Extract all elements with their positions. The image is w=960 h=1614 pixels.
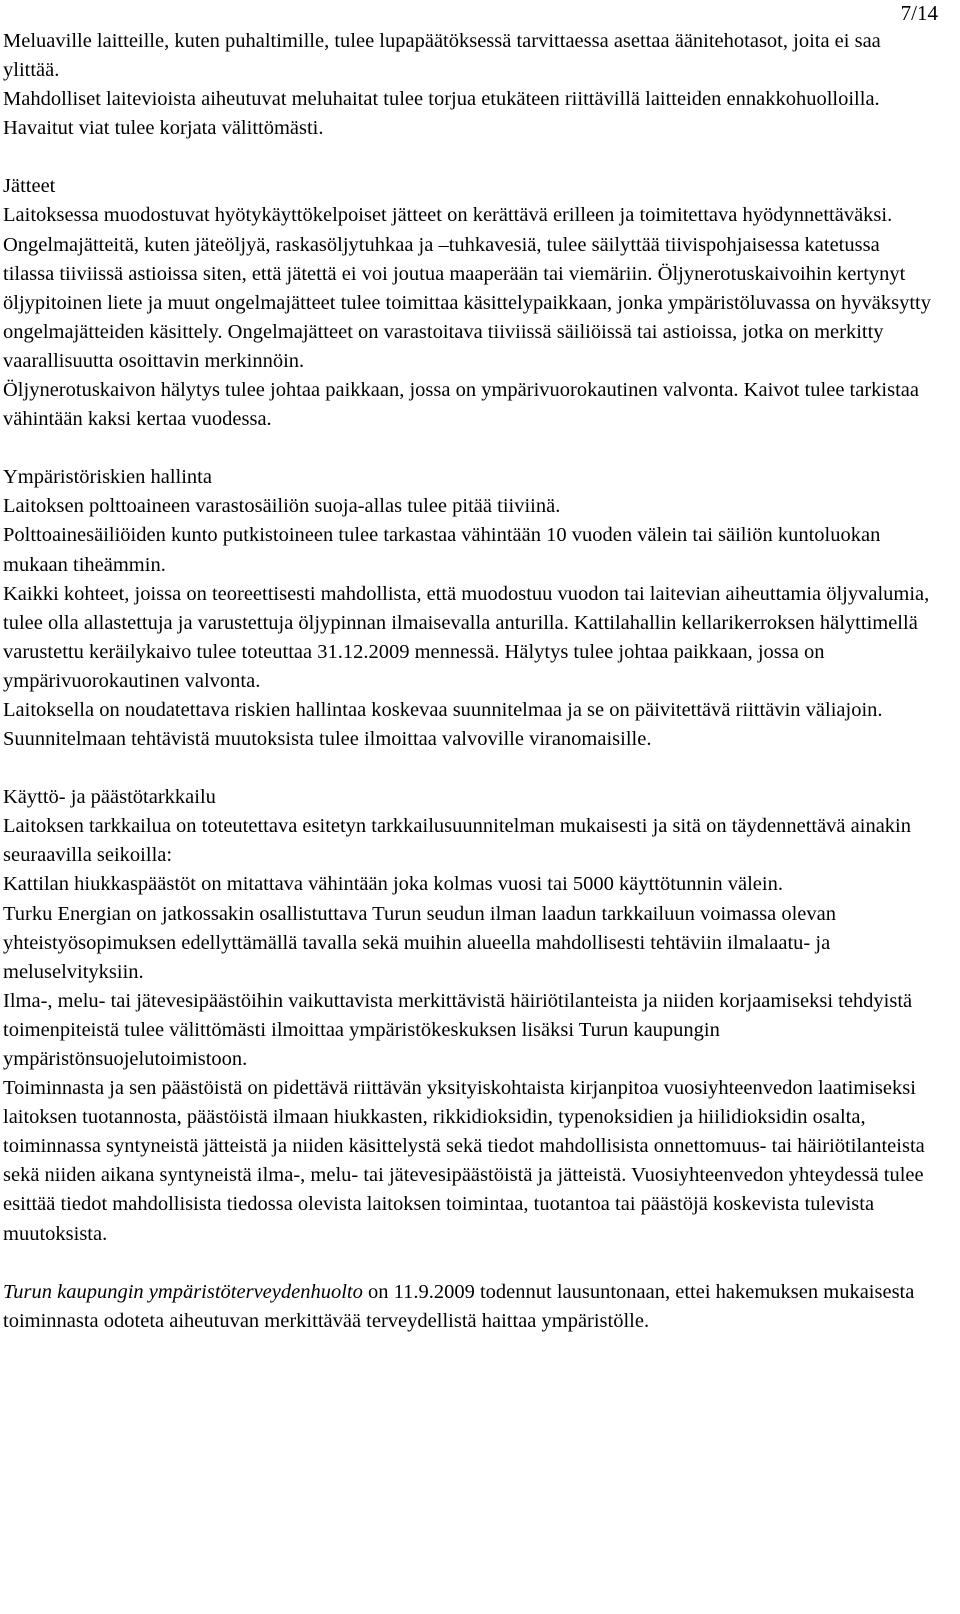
authority-name: Turun kaupungin ympäristöterveydenhuolto: [3, 1280, 363, 1303]
section-heading: Ympäristöriskien hallinta: [3, 466, 212, 489]
risk-management-section: [3, 463, 935, 754]
paragraph: Öljynerotuskaivon hälytys tulee johtaa paikkaan, jossa on ympärivuorokautinen valvonta. Kaivot tulee tarkistaa vähintään kaksi kertaa vuodessa.: [3, 379, 919, 431]
paragraph: Ilma-, melu- tai jätevesipäästöihin vaikuttavista merkittävistä häiriötilanteista ja niiden korjaamiseksi tehdyistä toimenpiteistä tulee välittömästi ilmoittaa ympäristökeskuksen lisäksi Turun kaupungin ympäristönsuojelutoimistoon.: [3, 989, 913, 1070]
paragraph: Mahdolliset laitevioista aiheutuvat meluhaitat tulee torjua etukäteen riittävillä laitteiden ennakkohuolloilla. Havaitut viat tulee korjata välittömästi.: [3, 88, 880, 140]
statement-text: on 11.9.2009 todennut lausuntonaan, ettei hakemuksen mukaisesta toiminnasta odoteta aiheutuvan merkittävää terveydellistä haittaa ympäristölle.: [3, 1280, 915, 1332]
page-number: 7/14: [900, 1, 938, 25]
document-body: [3, 27, 935, 1336]
paragraph: Laitoksessa muodostuvat hyötykäyttökelpoiset jätteet on kerättävä erilleen ja toimitettava hyödynnettäväksi.: [3, 204, 893, 227]
paragraph: Laitoksen tarkkailua on toteutettava esitetyn tarkkailusuunnitelman mukaisesti ja sitä on täydennettävä ainakin seuraavilla seikoilla:: [3, 815, 911, 867]
section-heading: Jätteet: [3, 175, 56, 198]
monitoring-section: [3, 783, 935, 1249]
paragraph: Kaikki kohteet, joissa on teoreettisesti mahdollista, että muodostuu vuodon tai laitevian aiheuttamia öljyvalumia, tulee olla allastettuja ja varustettuja öljypinnan ilmaisevalla anturilla. Kattilahallin kellarikerroksen hälyttimellä varustettu keräilykaivo tulee toteuttaa 31.12.2009 mennessä. Hälytys tulee johtaa paikkaan, jossa on ympärivuorokautinen valvonta.: [3, 582, 930, 692]
noise-section: [3, 27, 935, 143]
paragraph: Turku Energian on jatkossakin osallistuttava Turun seudun ilman laadun tarkkailuun voimassa olevan yhteistyösopimuksen edellyttämällä tavalla sekä muihin alueella mahdollisesti tehtäviin ilmalaatu- ja meluselvityksiin.: [3, 902, 837, 983]
paragraph: Ongelmajätteitä, kuten jäteöljyä, raskasöljytuhkaa ja –tuhkavesiä, tulee säilyttää tiivispohjaisessa katetussa tilassa tiiviissä astioissa siten, että jätettä ei voi joutua maaperään tai viemäriin. Öljynerotuskaivoihin kertynyt öljypitoinen liete ja muut ongelmajätteet tulee toimittaa käsittelypaikkaan, jonka ympäristöluvassa on hyväksytty ongelmajätteiden käsittely. Ongelmajätteet on varastoitava tiiviissä säiliöissä tai astioissa, jotka on merkitty vaarallisuutta osoittavin merkinnöin.: [3, 233, 931, 372]
section-heading: Käyttö- ja päästötarkkailu: [3, 786, 216, 809]
paragraph: Polttoainesäiliöiden kunto putkistoineen tulee tarkastaa vähintään 10 vuoden välein tai säiliön kuntoluokan mukaan tiheämmin.: [3, 524, 881, 576]
waste-section: [3, 172, 935, 434]
paragraph: Toiminnasta ja sen päästöistä on pidettävä riittävän yksityiskohtaista kirjanpitoa vuosiyhteenvedon laatimiseksi laitoksen tuotannosta, päästöistä ilmaan hiukkasten, rikkidioksidin, typenoksidien ja hiilidioksidin osalta, toiminnassa syntyneistä jätteistä ja niiden käsittelystä sekä tiedot mahdollisista onnettomuus- tai häiriötilanteista sekä niiden aikana syntyneistä ilma-, melu- tai jätevesipäästöistä ja jätteistä. Vuosiyhteenvedon yhteydessä tulee esittää tiedot mahdollisista tiedossa olevista laitoksen toimintaa, tuotantoa tai päästöjä koskevista tulevista muutoksista.: [3, 1077, 925, 1245]
paragraph: Laitoksen polttoaineen varastosäiliön suoja-allas tulee pitää tiiviinä.: [3, 495, 561, 518]
paragraph: Kattilan hiukkaspäästöt on mitattava vähintään joka kolmas vuosi tai 5000 käyttötunnin välein.: [3, 873, 783, 896]
paragraph: [3, 1278, 935, 1336]
paragraph: Meluaville laitteille, kuten puhaltimille, tulee lupapäätöksessä tarvittaessa asettaa äänitehotasot, joita ei saa ylittää.: [3, 30, 881, 82]
paragraph: Laitoksella on noudatettava riskien hallintaa koskevaa suunnitelmaa ja se on päivitettävä riittävin väliajoin. Suunnitelmaan tehtävistä muutoksista tulee ilmoittaa valvoville viranomaisille.: [3, 698, 883, 751]
health-statement-section: [3, 1278, 935, 1336]
